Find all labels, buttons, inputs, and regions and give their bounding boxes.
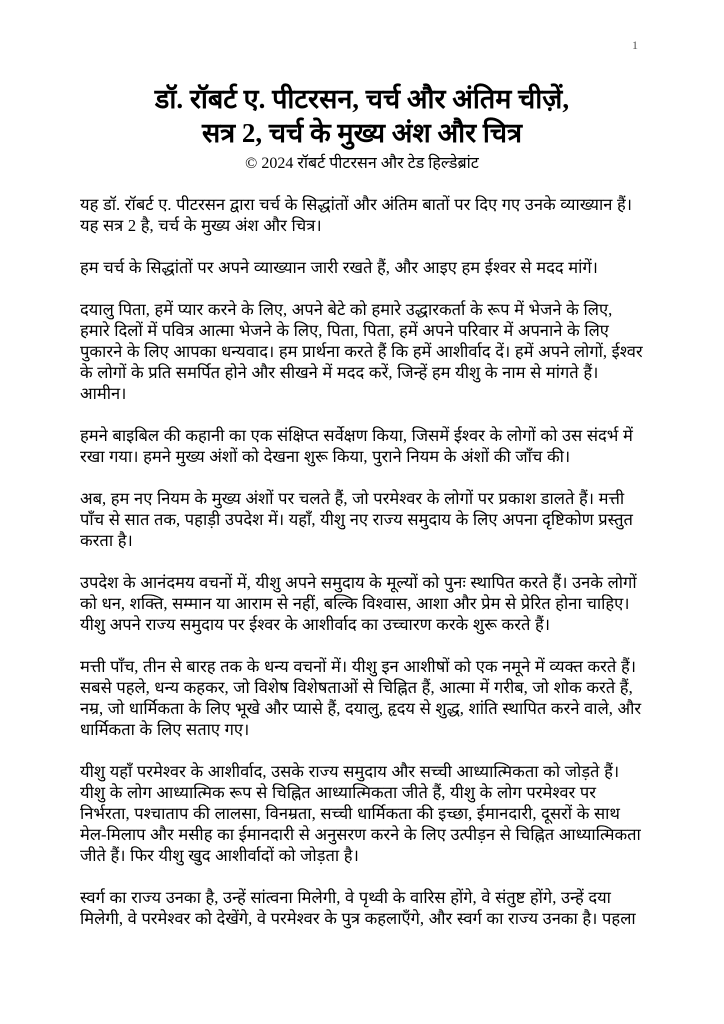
paragraph: यह डॉ. रॉबर्ट ए. पीटरसन द्वारा चर्च के सिद्धांतों और अंतिम बातों पर दिए गए उनके व्याख्यान हैं। यह सत्र 2 है, चर्च के मुख्य अंश और चित्र। (80, 195, 633, 235)
paragraph: स्वर्ग का राज्य उनका है, उन्हें सांत्वना मिलेगी, वे पृथ्वी के वारिस होंगे, वे संतुष्ट होंगे, उन्हें दया मिलेगी, वे परमेश्वर को देखेंगे, वे परमेश्वर के पुत्र कहलाएँगे, और स्वर्ग का राज्य उनका है। पहला (80, 888, 636, 928)
paragraph: हमने बाइबिल की कहानी का एक संक्षिप्त सर्वेक्षण किया, जिसमें ईश्वर के लोगों को उस संदर्भ में रखा गया। हमने मुख्य अंशों को देखना शुरू किया, पुराने नियम के अंशों की जाँच की। (80, 426, 633, 466)
paragraph: दयालु पिता, हमें प्यार करने के लिए, अपने बेटे को हमारे उद्धारकर्ता के रूप में भेजने के लिए, हमारे दिलों में पवित्र आत्मा भेजने के लिए, पिता, पिता, हमें अपने परिवार में अपनाने के लिए पुकारने के लिए आपका धन्यवाद। हम प्रार्थना करते हैं कि हमें आशीर्वाद दें। हमें अपने लोगों, ईश्वर के लोगों के प्रति समर्पित होने और सीखने में मदद करें, जिन्हें हम यीशु के नाम से मांगते हैं। आमीन। (80, 300, 643, 403)
document-title-line-1: डॉ. रॉबर्ट ए. पीटरसन, चर्च और अंतिम चीज़ें, (154, 84, 570, 114)
paragraph: उपदेश के आनंदमय वचनों में, यीशु अपने समुदाय के मूल्यों को पुनः स्थापित करते हैं। उनके लोगों को धन, शक्ति, सम्मान या आराम से नहीं, बल्कि विश्वास, आशा और प्रेम से प्रेरित होना चाहिए। यीशु अपने राज्य समुदाय पर ईश्वर के आशीर्वाद का उच्चारण करके शुरू करते हैं। (80, 573, 637, 634)
paragraph: हम चर्च के सिद्धांतों पर अपने व्याख्यान जारी रखते हैं, और आइए हम ईश्वर से मदद मांगें। (80, 258, 598, 277)
copyright-line: © 2024 रॉबर्ट पीटरसन और टेड हिल्डेब्रांट (245, 155, 479, 172)
document-body (80, 194, 645, 929)
paragraph: अब, हम नए नियम के मुख्य अंशों पर चलते हैं, जो परमेश्वर के लोगों पर प्रकाश डालते हैं। मत्ती पाँच से सात तक, पहाड़ी उपदेश में। यहाँ, यीशु नए राज्य समुदाय के लिए अपना दृष्टिकोण प्रस्तुत करता है। (80, 489, 633, 550)
paragraph: मत्ती पाँच, तीन से बारह तक के धन्य वचनों में। यीशु इन आशीषों को एक नमूने में व्यक्त करते हैं। सबसे पहले, धन्य कहकर, जो विशेष विशेषताओं से चिह्नित हैं, आत्मा में गरीब, जो शोक करते हैं, नम्र, जो धार्मिकता के लिए भूखे और प्यासे हैं, दयालु, हृदय से शुद्ध, शांति स्थापित करने वाले, और धार्मिकता के लिए सताए गए। (80, 657, 642, 739)
title-block (0, 82, 724, 175)
document-title-line-2: सत्र 2, चर्च के मुख्य अंश और चित्र (202, 118, 522, 148)
page-number: 1 (632, 38, 638, 52)
paragraph: यीशु यहाँ परमेश्वर के आशीर्वाद, उसके राज्य समुदाय और सच्ची आध्यात्मिकता को जोड़ते हैं। यीशु के लोग आध्यात्मिक रूप से चिह्नित आध्यात्मिकता जीते हैं, यीशु के लोग परमेश्वर पर निर्भरता, पश्चाताप की लालसा, विनम्रता, सच्ची धार्मिकता की इच्छा, ईमानदारी, दूसरों के साथ मेल-मिलाप और मसीह का ईमानदारी से अनुसरण करने के लिए उत्पीड़न से चिह्नित आध्यात्मिकता जीते हैं। फिर यीशु खुद आशीर्वादों को जोड़ता है। (80, 762, 641, 865)
